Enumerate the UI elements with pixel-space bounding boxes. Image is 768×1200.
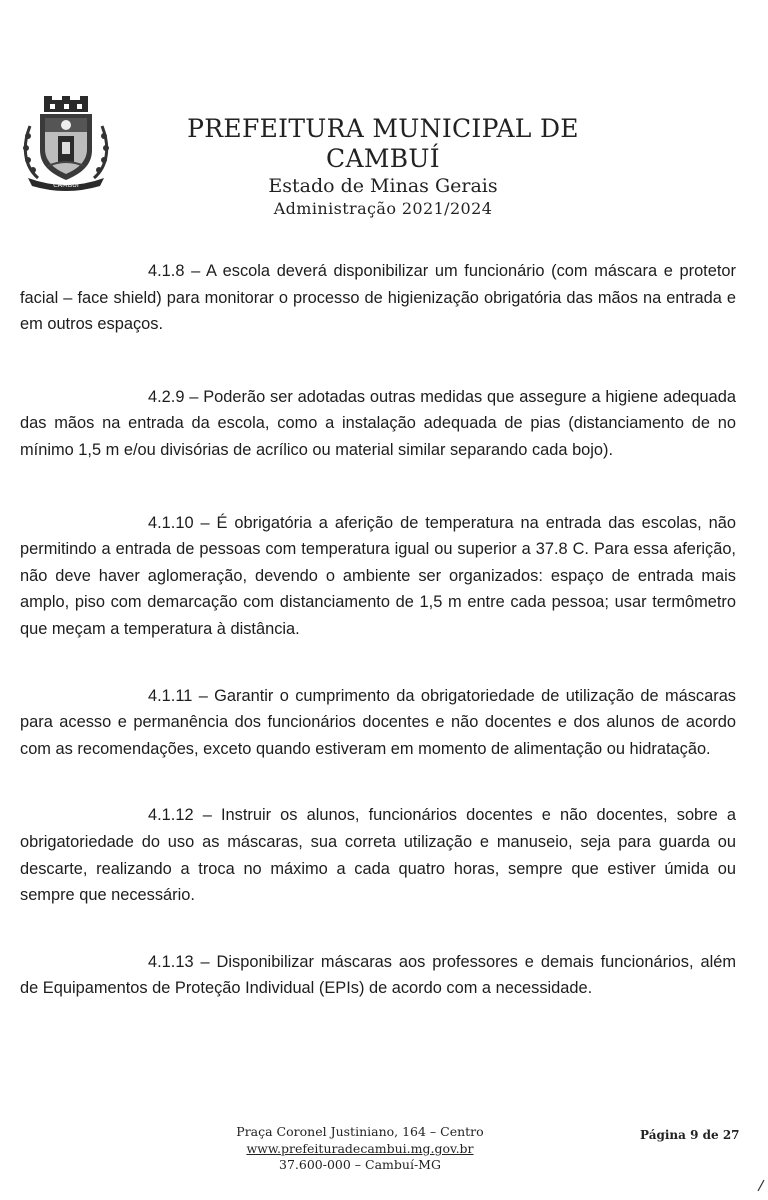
- paragraph-4-2-9: 4.2.9 – Poderão ser adotadas outras medidas que assegure a higiene adequada das mãos na entrada da escola, como a instalação adequada de pias (distanciamento de no mínimo 1,5 m e/ou divisórias de acrílico ou material similar separando cada bojo).: [20, 387, 736, 459]
- postal-city: 37.600-000 – Cambuí-MG: [279, 1157, 441, 1172]
- page-title: PREFEITURA MUNICIPAL DE CAMBUÍ: [187, 114, 579, 173]
- document-body: [20, 258, 736, 1002]
- city-coat-of-arms-icon: [20, 96, 112, 192]
- address-line: Praça Coronel Justiniano, 164 – Centro: [236, 1124, 484, 1139]
- paragraph-4-1-11: 4.1.11 – Garantir o cumprimento da obrigatoriedade de utilização de máscaras para acesso e permanência dos funcionários docentes e não docentes e dos alunos de acordo com as recomendações, exceto quando estiveram em momento de alimentação ou hidratação.: [20, 686, 736, 758]
- paragraph-4-1-13: 4.1.13 – Disponibilizar máscaras aos professores e demais funcionários, além de Equipamentos de Proteção Individual (EPIs) de acordo com a necessidade.: [20, 952, 736, 998]
- paragraph-4-1-12: 4.1.12 – Instruir os alunos, funcionários docentes e não docentes, sobre a obrigatoriedade do uso as máscaras, sua correta utilização e manuseio, seja para guarda ou descarte, realizando a troca no máximo a cada quatro horas, sempre que estiver úmida ou sempre que necessário.: [20, 806, 736, 905]
- state-name: Estado de Minas Gerais: [268, 175, 498, 197]
- page-number: Página 9 de 27: [640, 1128, 740, 1142]
- administration-period: Administração 2021/2024: [273, 199, 493, 218]
- paragraph-4-1-10: 4.1.10 – É obrigatória a aferição de temperatura na entrada das escolas, não permitindo a entrada de pessoas com temperatura igual ou superior a 37.8 C. Para essa aferição, não deve haver aglomeração, devendo o ambiente ser organizados: espaço de entrada mais amplo, piso com demarcação com distanciamento de 1,5 m entre cada pessoa; usar termômetro que meçam a temperatura à distância.: [20, 513, 736, 638]
- paragraph-4-1-8: 4.1.8 – A escola deverá disponibilizar um funcionário (com máscara e protetor facial – face shield) para monitorar o processo de higienização obrigatória das mãos na entrada e em outros espaços.: [20, 262, 736, 334]
- letterhead: [128, 114, 638, 220]
- pen-mark-icon: [756, 1178, 766, 1192]
- website-link[interactable]: www.prefeituradecambui.mg.gov.br: [246, 1140, 474, 1156]
- svg-text:CAMBUÍ: CAMBUÍ: [53, 181, 79, 189]
- footer-address: [190, 1124, 530, 1174]
